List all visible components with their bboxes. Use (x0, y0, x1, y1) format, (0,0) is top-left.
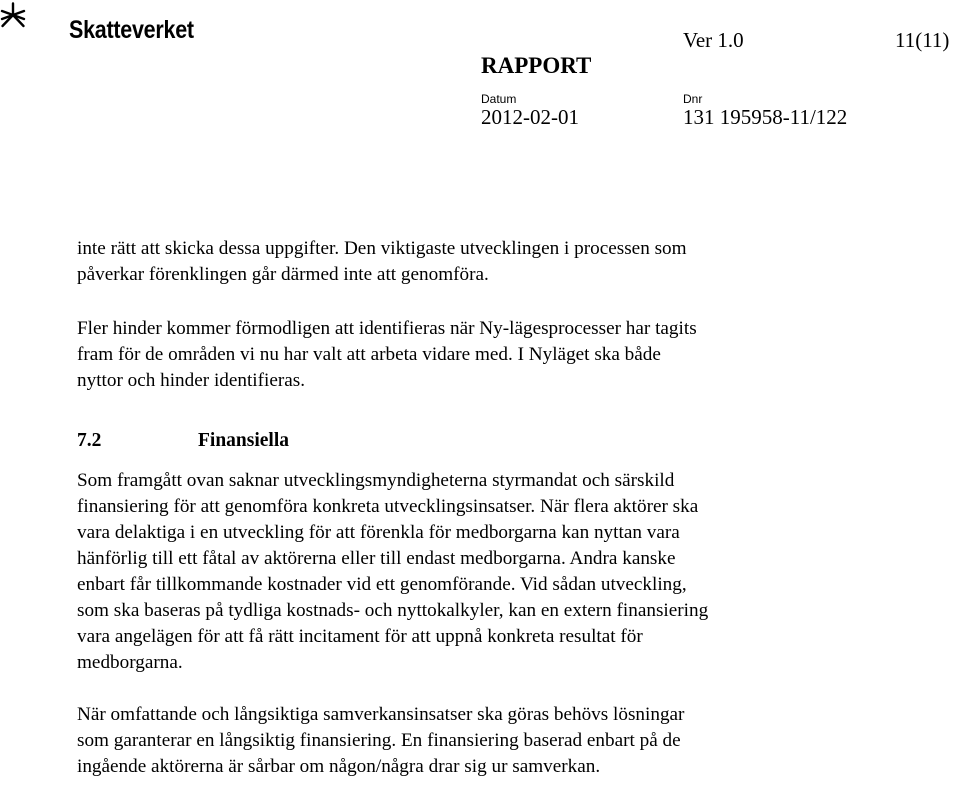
paragraph-line: vara angelägen för att få rätt incitament för att uppnå konkreta resultat för (77, 626, 643, 647)
date-label: Datum (481, 92, 517, 106)
paragraph-line: nyttor och hinder identifieras. (77, 370, 306, 391)
diary-number-label: Dnr (683, 92, 703, 106)
paragraph-line: ingående aktörerna är sårbar om någon/några drar sig ur samverkan. (77, 756, 601, 777)
brand-name: Skatteverket (69, 16, 194, 44)
paragraph-1 (77, 236, 857, 288)
paragraph-line: hänförlig till ett fåtal av aktörerna eller till endast medborgarna. Andra kanske (77, 548, 676, 569)
date-value: 2012-02-01 (481, 105, 579, 129)
paragraph-line: Som framgått ovan saknar utvecklingsmyndigheterna styrmandat och särskild (77, 470, 675, 491)
report-title: RAPPORT (481, 53, 592, 78)
document-body (77, 236, 857, 780)
diary-number-value: 131 195958-11/122 (683, 105, 848, 129)
paragraph-line: som garanterar en långsiktig finansiering. En finansiering baserad enbart på de (77, 730, 681, 751)
paragraph-line: finansiering för att genomföra konkreta utvecklingsinsatser. När flera aktörer ska (77, 496, 699, 517)
paragraph-4 (77, 702, 857, 780)
paragraph-2 (77, 316, 857, 394)
paragraph-line: som ska baseras på tydliga kostnads- och nyttokalkyler, kan en extern finansiering (77, 600, 709, 621)
paragraph-line: vara delaktiga i en utveckling för att förenkla för medborgarna kan nyttan vara (77, 522, 680, 543)
paragraph-3 (77, 468, 857, 676)
section-heading (77, 428, 857, 454)
paragraph-line: påverkar förenklingen går därmed inte att genomföra. (77, 264, 489, 285)
section-number: 7.2 (77, 430, 102, 451)
paragraph-line: fram för de områden vi nu har valt att arbeta vidare med. I Nyläget ska både (77, 344, 661, 365)
skatteverket-logo-icon (0, 2, 26, 28)
paragraph-line: inte rätt att skicka dessa uppgifter. Den viktigaste utvecklingen i processen som (77, 238, 687, 259)
section-title: Finansiella (198, 430, 290, 451)
paragraph-line: Fler hinder kommer förmodligen att identifieras när Ny-lägesprocesser har tagits (77, 318, 697, 339)
document-version: Ver 1.0 (683, 28, 744, 52)
paragraph-line: enbart får tillkommande kostnader vid ett genomförande. Vid sådan utveckling, (77, 574, 687, 595)
paragraph-line: medborgarna. (77, 652, 183, 673)
paragraph-line: När omfattande och långsiktiga samverkansinsatser ska göras behövs lösningar (77, 704, 685, 725)
page-number: 11(11) (895, 28, 950, 52)
